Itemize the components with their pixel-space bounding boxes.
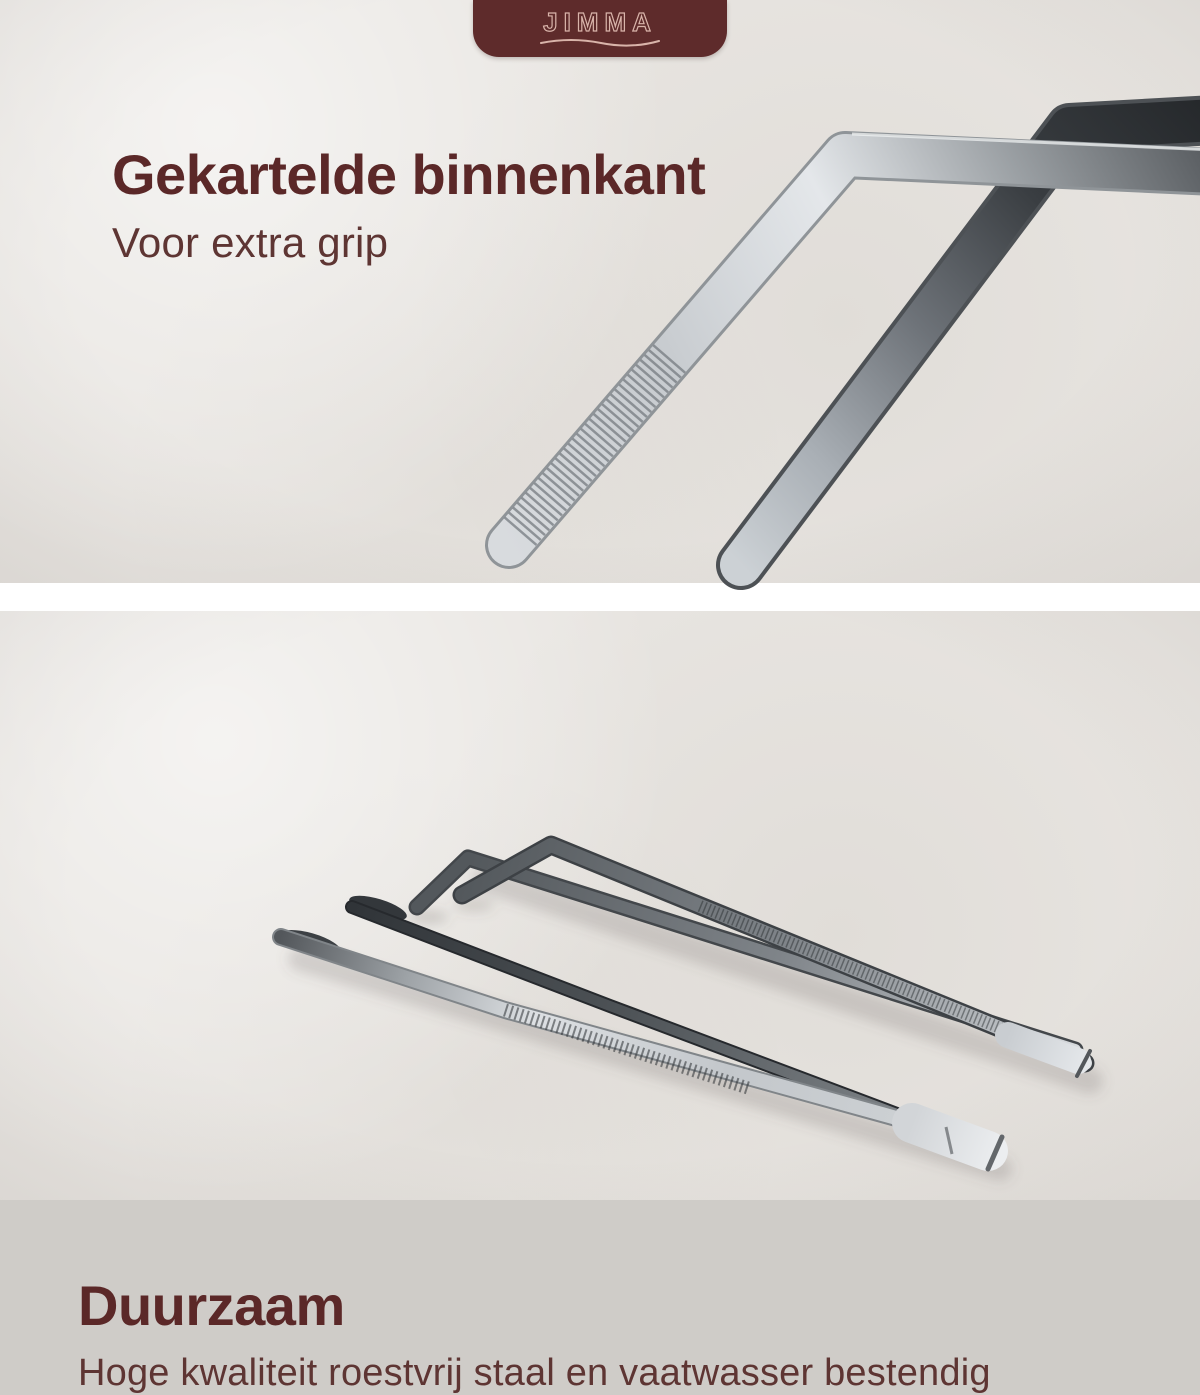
tweezers-flatlay-photo: [0, 611, 1200, 1200]
durability-subtitle: Hoge kwaliteit roestvrij staal en vaatwasser bestendig: [78, 1351, 991, 1394]
section-divider: [0, 583, 1200, 611]
feature-title: Gekartelde binnenkant: [112, 143, 706, 206]
bottom-section: [0, 611, 1200, 1394]
durability-title: Duurzaam: [78, 1274, 345, 1337]
brand-logo-text: JIMMA: [543, 7, 657, 37]
tweezers-angled-closeup-photo: [0, 0, 1200, 583]
feature-subtitle: Voor extra grip: [112, 218, 389, 266]
bottom-text-block: [78, 1274, 991, 1395]
top-section: [0, 0, 1200, 583]
top-text-block: [112, 143, 706, 267]
